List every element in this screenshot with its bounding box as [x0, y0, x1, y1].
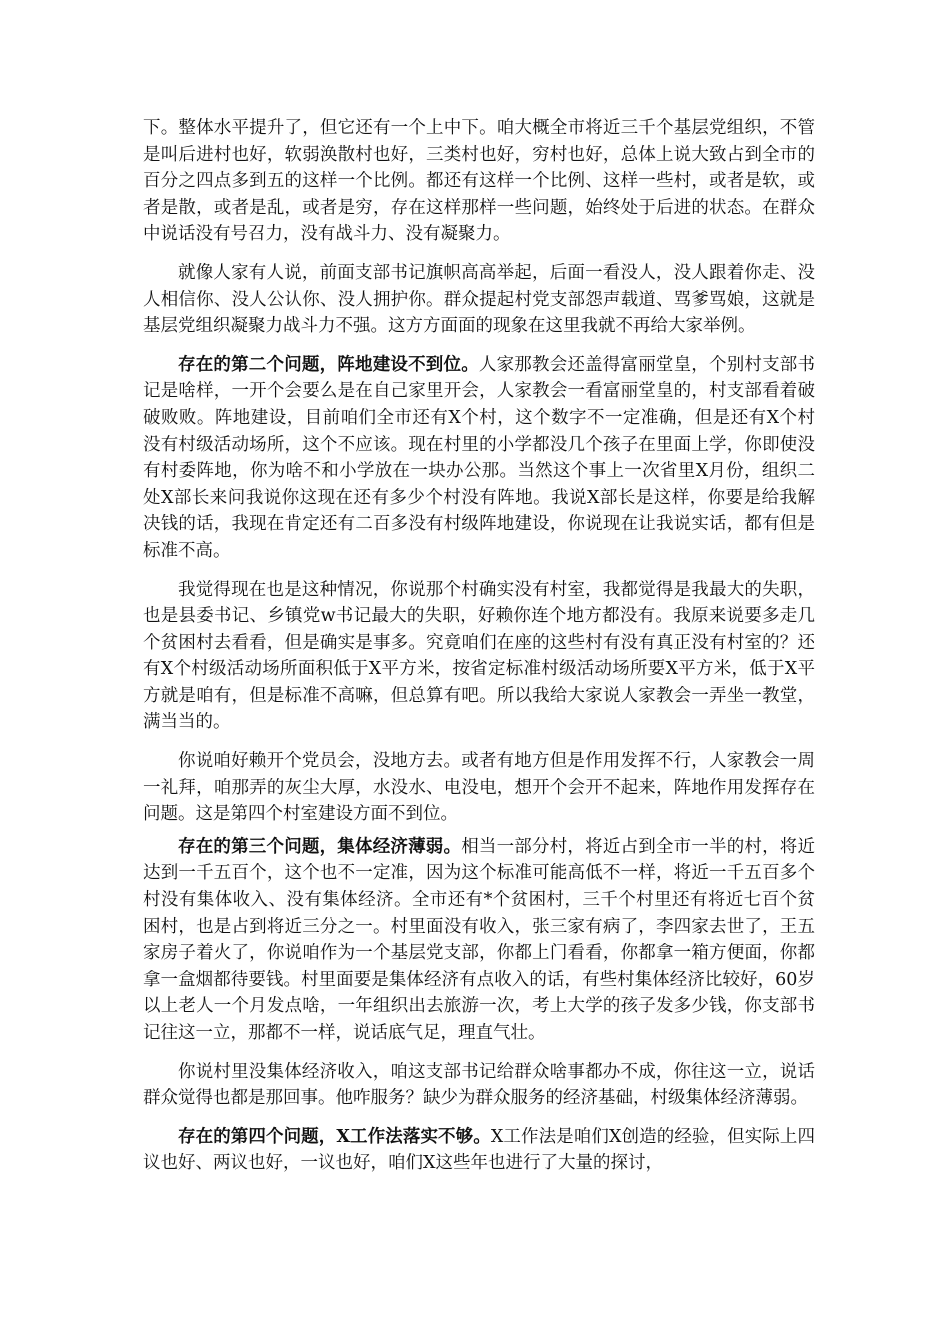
paragraph-4-text: 我觉得现在也是这种情况，你说那个村确实没有村室，我都觉得是我最大的失职，也是县委书记、乡镇党w书记最大的失职，好赖你连个地方都没有。我原来说要多走几个贫困村去看看，但是确实是事多。究竟咱们在座的这些村有没有真正没有村室的？还有X个村级活动场所面积低于X平方米，按省定标准村级活动场所要X平方米，低于X平方就是咱有，但是标准不高嘛，但总算有吧。所以我给大家说人家教会一弄坐一教堂，满当当的。 [143, 579, 815, 733]
paragraph-5 [143, 748, 815, 828]
paragraph-3 [143, 352, 815, 565]
paragraph-7 [143, 1059, 815, 1112]
paragraph-8-text: X工作法是咱们X创造的经验，但实际上四议也好、两议也好，一议也好，咱们X这些年也进行了大量的探讨， [143, 1126, 815, 1174]
paragraph-7-text: 你说村里没集体经济收入，咱这支部书记给群众啥事都办不成，你往这一立，说话群众觉得也都是那回事。他咋服务？缺少为群众服务的经济基础，村级集体经济薄弱。 [143, 1061, 815, 1109]
paragraph-1-text: 下。整体水平提升了，但它还有一个上中下。咱大概全市将近三千个基层党组织，不管是叫后进村也好，软弱涣散村也好，三类村也好，穷村也好，总体上说大致占到全市的百分之四点多到五的这样一个比例。都还有这样一个比例、这样一些村，或者是软，或者是散，或者是乱，或者是穷，存在这样那样一些问题，始终处于后进的状态。在群众中说话没有号召力，没有战斗力、没有凝聚力。 [143, 118, 815, 245]
paragraph-1 [143, 115, 815, 248]
paragraph-6-heading: 存在的第三个问题，集体经济薄弱。 [178, 836, 462, 857]
paragraph-2-text: 就像人家有人说，前面支部书记旗帜高高举起，后面一看没人，没人跟着你走、没人相信你、没人公认你、没人拥护你。群众提起村党支部怨声载道、骂爹骂娘，这就是基层党组织凝聚力战斗力不强。这方方面面的现象在这里我就不再给大家举例。 [143, 262, 815, 337]
paragraph-5-text: 你说咱好赖开个党员会，没地方去。或者有地方但是作用发挥不行，人家教会一周一礼拜，咱那弄的灰尘大厚，水没水、电没电，想开个会开不起来，阵地作用发挥存在问题。这是第四个村室建设方面不到位。 [143, 751, 815, 825]
paragraph-3-heading: 存在的第二个问题，阵地建设不到位。 [178, 354, 479, 375]
paragraph-2 [143, 260, 815, 340]
paragraph-8-heading: 存在的第四个问题，X工作法落实不够。 [178, 1126, 491, 1147]
paragraph-3-text: 人家那教会还盖得富丽堂皇，个别村支部书记是啥样，一开个会要么是在自己家里开会，人家教会一看富丽堂皇的，村支部看着破破败败。阵地建设，目前咱们全市还有X个村，这个数字不一定准确，但是还有X个村没有村级活动场所，这个不应该。现在村里的小学都没几个孩子在里面上学，你即使没有村委阵地，你为啥不和小学放在一块办公那。当然这个事上一次省里X月份，组织二处X部长来问我说你这现在还有多少个村没有阵地。我说X部长是这样，你要是给我解决钱的话，我现在肯定还有二百多没有村级阵地建设，你说现在让我说实话，都有但是标准不高。 [143, 354, 816, 561]
paragraph-6-text: 相当一部分村，将近占到全市一半的村，将近达到一千五百个，这个也不一定准，因为这个标准可能高低不一样，将近一千五百多个村没有集体收入、没有集体经济。全市还有*个贫困村，三千个村里还有将近七百个贫困村，也是占到将近三分之一。村里面没有收入，张三家有病了，李四家去世了，王五家房子着火了，你说咱作为一个基层党支部，你都上门看看，你都拿一箱方便面，你都拿一盒烟都待要钱。村里面要是集体经济有点收入的话，有些村集体经济比较好，60岁以上老人一个月发点啥，一年组织出去旅游一次，考上大学的孩子发多少钱，你支部书记往这一立，那都不一样，说话底气足，理直气壮。 [143, 836, 816, 1043]
document-body [143, 115, 815, 1189]
paragraph-8 [143, 1124, 815, 1177]
paragraph-6 [143, 834, 815, 1047]
paragraph-4 [143, 577, 815, 737]
